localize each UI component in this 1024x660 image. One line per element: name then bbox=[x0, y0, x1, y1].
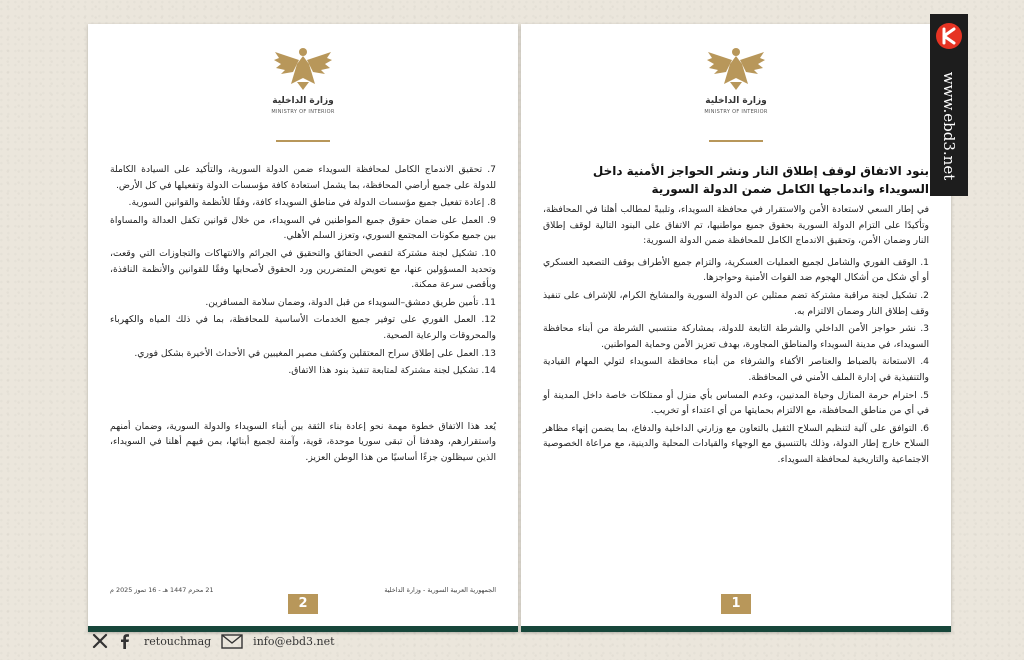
brand-url: www.ebd3.net bbox=[940, 71, 958, 181]
page-content bbox=[543, 162, 929, 470]
clause-item: 13. العمل على إطلاق سراح المعتقلين وكشف مصير المغيبين في الأحداث الأخيرة بشكل فوري. bbox=[134, 347, 496, 359]
clause-item: 10. تشكيل لجنة مشتركة لتقصي الحقائق والتحقيق في الجرائم والانتهاكات والتجاوزات التي وقعت، وتحديد المسؤولين عنها، مع تعويض المتضررين ورد الحقوق لأصحابها وفقًا للقوانين والأنظمة النافذة، وبأقصى سرعة ممكنة. bbox=[110, 247, 496, 291]
clause-item: 6. التوافق على آلية لتنظيم السلاح الثقيل بالتعاون مع وزارتي الداخلية والدفاع، بما يضمن إنهاء مظاهر السلاح خارج إطار الدولة، وذلك بالتنسيق مع الوجهاء والقيادات المحلية والدينية، مع مراعاة الخصوصية الاجتماعية والتاريخية لمحافظة السويداء. bbox=[543, 422, 929, 465]
clause-item: 9. العمل على ضمان حقوق جميع المواطنين في السويداء، من خلال قوانين تكفل العدالة والمساواة بين جميع مكونات المجتمع السوري، وتعزز السلم الأهلي. bbox=[110, 214, 496, 242]
page-content bbox=[110, 162, 496, 472]
social-footer bbox=[92, 633, 335, 649]
clause-item: 2. تشكيل لجنة مراقبة مشتركة تضم ممثلين عن الدولة السورية والمشايخ الكرام، للإشراف على تنفيذ وقف إطلاق النار وضمان الالتزام به. bbox=[543, 289, 929, 317]
clause-item: 14. تشكيل لجنة مشتركة لمتابعة تنفيذ بنود هذا الاتفاق. bbox=[288, 365, 496, 377]
document-page-2 bbox=[88, 24, 518, 632]
page-footer bbox=[110, 586, 496, 594]
eagle-emblem-icon bbox=[273, 44, 333, 90]
contact-email[interactable]: info@ebd3.net bbox=[253, 634, 335, 648]
eagle-emblem-icon bbox=[706, 44, 766, 90]
clause-item: 11. تأمين طريق دمشق–السويداء من قبل الدولة، وضمان سلامة المسافرين. bbox=[205, 296, 496, 308]
brand-watermark bbox=[930, 14, 968, 196]
bottom-band bbox=[88, 626, 518, 632]
clause-item: 4. الاستعانة بالضباط والعناصر الأكفاء والشرفاء من أبناء محافظة السويداء لتولي المهام القيادية والتنفيذية في إدارة الملف الأمني في المحافظة. bbox=[543, 356, 929, 383]
x-icon[interactable] bbox=[92, 633, 108, 649]
document-page-1 bbox=[521, 24, 951, 632]
ministry-name-en: MINISTRY OF INTERIOR bbox=[271, 109, 335, 115]
clause-item: 1. الوقف الفوري والشامل لجميع العمليات العسكرية، والتزام جميع الأطراف بوقف التصعيد العسكري أو أي شكل من أشكال الهجوم ضد القوات الأمنية وحواجزها. bbox=[543, 256, 929, 284]
facebook-icon[interactable] bbox=[118, 633, 130, 649]
ministry-name-ar: وزارة الداخلية bbox=[705, 96, 767, 106]
footer-org: الجمهورية العربية السورية - وزارة الداخلية bbox=[384, 586, 496, 594]
divider bbox=[709, 140, 763, 142]
ministry-name-en: MINISTRY OF INTERIOR bbox=[704, 109, 768, 115]
social-handle[interactable]: retouchmag bbox=[144, 634, 212, 648]
bottom-band bbox=[521, 626, 951, 632]
clause-item: 3. نشر حواجز الأمن الداخلي والشرطة التابعة للدولة، بمشاركة منتسبي الشرطة من أبناء محافظة السويداء، في مدينة السويداء والمناطق المجاورة، بهدف تعزيز الأمن وحماية المواطنين. bbox=[543, 323, 929, 350]
closing-paragraph: يُعد هذا الاتفاق خطوة مهمة نحو إعادة بناء الثقة بين أبناء السويداء والدولة السورية، وضمان أمنهم واستقرارهم، وهدفنا أن تبقى سوريا موحدة، قوية، وآمنة لجميع أبنائها، بمن فيهم أهلنا في السويداء، الذين سيظلون جزءًا أساسيًا من هذا الوطن العزيز. bbox=[110, 420, 496, 463]
ministry-name-ar: وزارة الداخلية bbox=[272, 96, 334, 106]
divider bbox=[276, 140, 330, 142]
intro-paragraph: في إطار السعي لاستعادة الأمن والاستقرار في محافظة السويداء، وتلبيةً لمطالب أهلنا في المحافظة، وتأكيدًا على التزام الدولة السورية بحقوق جميع مواطنيها، تم الاتفاق على البنود التالية لوقف إطلاق النار وضمان الأمن، وتحقيق الاندماج الكامل للمحافظة ضمن الدولة السورية: bbox=[543, 204, 929, 247]
clause-item: 7. تحقيق الاندماج الكامل لمحافظة السويداء ضمن الدولة السورية، والتأكيد على السيادة الكاملة للدولة على جميع أراضي المحافظة، بما يشمل استعادة كافة مؤسسات الدولة وتفعيلها في كل الأرض. bbox=[110, 164, 496, 191]
envelope-icon[interactable] bbox=[221, 634, 243, 649]
clause-item: 5. احترام حرمة المنازل وحياة المدنيين، وعدم المساس بأي منزل أو ممتلكات خاصة داخل المدينة أو في أي من مناطق المحافظة، مع الالتزام بحمايتها من أي اعتداء أو تخريب. bbox=[543, 389, 929, 417]
clause-item: 8. إعادة تفعيل جميع مؤسسات الدولة في مناطق السويداء كافة، وفقًا للأنظمة والقوانين السورية. bbox=[128, 197, 496, 209]
page-number: 2 bbox=[288, 594, 318, 614]
document-title: بنود الاتفاق لوقف إطلاق النار ونشر الحواجز الأمنية داخل السويداء واندماجها الكامل ضمن الدولة السورية bbox=[592, 164, 929, 196]
ebd3-logo-icon bbox=[935, 22, 963, 50]
footer-date: 21 محرم 1447 هـ - 16 تموز 2025 م bbox=[110, 586, 214, 594]
page-number: 1 bbox=[721, 594, 751, 614]
clause-item: 12. العمل الفوري على توفير جميع الخدمات الأساسية للمحافظة، بما في ذلك المياه والكهرباء والمحروقات والرعاية الصحية. bbox=[110, 314, 496, 341]
